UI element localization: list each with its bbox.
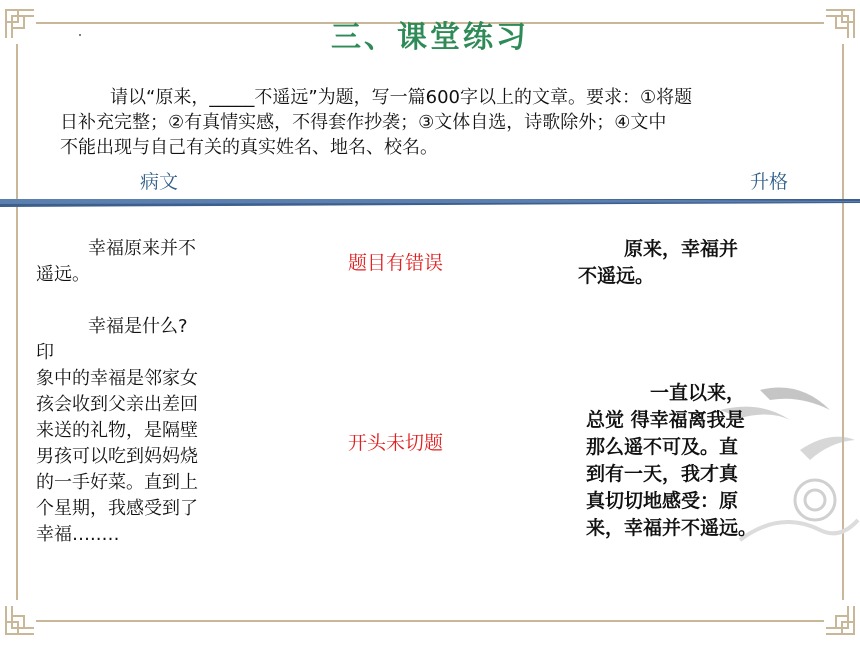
sick-line: 印 [36, 342, 54, 363]
prompt-line-1: 请以“原来，_____不遥远”为题，写一篇600字以上的文章。要求：①将题 [110, 87, 693, 108]
sick-line: 幸福是什么? [88, 316, 188, 337]
upgraded-line: 到有一天，我才真 [586, 463, 739, 485]
upgraded-text-title [578, 236, 778, 290]
slide-title: 三、课堂练习 [331, 20, 529, 55]
column-head-sick: 病文 [140, 171, 179, 193]
sick-line: 的一手好菜。直到上 [36, 472, 198, 493]
sick-line: 幸福…..… [36, 524, 120, 545]
upgraded-line: 不遥远。 [578, 265, 655, 287]
sick-line: 孩会收到父亲出差回 [36, 394, 198, 415]
sick-text [36, 236, 246, 548]
sick-line: 象中的幸福是邻家女 [36, 368, 198, 389]
diagnosis-title-error: 题目有错误 [348, 252, 444, 274]
sick-line: 遥远。 [36, 264, 90, 285]
corner-ornament-bottom-right-icon [824, 604, 856, 636]
section-divider [0, 197, 860, 209]
corner-ornament-bottom-left-icon [4, 604, 36, 636]
upgraded-text-opening [586, 380, 786, 542]
prompt-line-3: 不能出现与自己有关的真实姓名、地名、校名。 [60, 137, 438, 158]
upgraded-line: 一直以来， [650, 382, 746, 404]
upgraded-line: 来，幸福并不遥远。 [586, 517, 758, 539]
upgraded-line: 原来，幸福并 [624, 238, 739, 260]
sick-line: 来送的礼物，是隔壁 [36, 420, 198, 441]
sick-line: 个星期，我感受到了 [36, 498, 198, 519]
column-head-upgrade: 升格 [750, 171, 789, 193]
sick-line: 男孩可以吃到妈妈烧 [36, 446, 198, 467]
frame-left-line [16, 44, 18, 600]
prompt-line-2: 日补充完整；②有真情实感，不得套作抄袭；③文体自选，诗歌除外；④文中 [60, 112, 667, 133]
upgraded-line: 那么遥不可及。直 [586, 436, 739, 458]
writing-prompt [60, 85, 805, 160]
frame-bottom-line [36, 620, 824, 622]
diagnosis-opening-off-topic: 开头未切题 [348, 432, 444, 454]
upgraded-line: 总觉 得幸福离我是 [586, 409, 745, 431]
sick-line: 幸福原来并不 [88, 238, 196, 259]
upgraded-line: 真切切地感受：原 [586, 490, 739, 512]
